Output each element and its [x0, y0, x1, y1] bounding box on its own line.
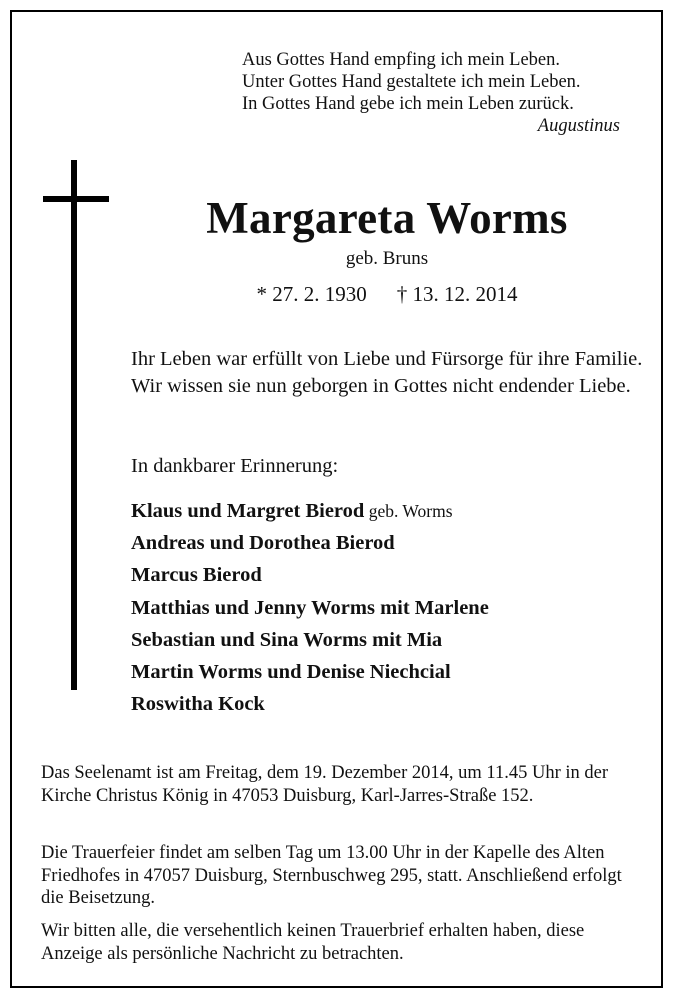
mourner-name: Andreas und Dorothea Bierod: [131, 532, 395, 555]
mourner-name: Klaus und Margret Bierod: [131, 500, 365, 522]
funeral-notice: Die Trauerfeier findet am selben Tag um 13.00 Uhr in der Kapelle des Alten Friedhofes in 47057 Duisburg, Sternbuschweg 295, statt. Anschließend erfolgt die Beisetzung.: [41, 843, 622, 908]
mourner-name: Matthias und Jenny Worms mit Marlene: [131, 596, 489, 619]
mourner-entry: [131, 529, 651, 561]
life-dates: [130, 281, 644, 307]
mourner-note: geb. Worms: [364, 501, 453, 521]
mourner-entry: [131, 594, 651, 626]
poem: [242, 49, 642, 137]
deceased-name: Margareta Worms: [206, 193, 568, 243]
mourner-entry: [131, 658, 651, 690]
birth-name: geb. Bruns: [345, 248, 429, 269]
mourner-entry: [131, 561, 651, 593]
mourner-entry: [131, 497, 651, 529]
death-date: † 13. 12. 2014: [396, 282, 518, 306]
mourner-list: [131, 497, 651, 722]
mourner-entry: [131, 690, 651, 722]
poem-line: In Gottes Hand gebe ich mein Leben zurück.: [242, 94, 574, 114]
cross-icon: [43, 160, 109, 690]
poem-line: Unter Gottes Hand gestaltete ich mein Leben.: [242, 72, 581, 92]
requiem-notice: Das Seelenamt ist am Freitag, dem 19. Dezember 2014, um 11.45 Uhr in der Kirche Christus König in 47053 Duisburg, Karl-Jarres-Straße 152.: [41, 763, 609, 806]
mourner-name: Sebastian und Sina Worms mit Mia: [131, 628, 443, 651]
mourner-name: Marcus Bierod: [131, 564, 262, 587]
remembrance-intro: In dankbarer Erinnerung:: [131, 455, 339, 477]
tribute-text: Ihr Leben war erfüllt von Liebe und Fürsorge für ihre Familie. Wir wissen sie nun geborgen in Gottes nicht endender Liebe.: [131, 348, 643, 397]
mourner-name: Roswitha Kock: [131, 693, 265, 716]
mourner-entry: [131, 626, 651, 658]
poem-author: Augustinus: [537, 116, 620, 136]
mourner-name: Martin Worms und Denise Niechcial: [131, 660, 451, 683]
poem-line: Aus Gottes Hand empfing ich mein Leben.: [242, 50, 561, 70]
personal-message-notice: Wir bitten alle, die versehentlich keinen Trauerbrief erhalten haben, diese Anzeige als persönliche Nachricht zu betrachten.: [41, 921, 585, 964]
birth-date: * 27. 2. 1930: [256, 282, 367, 306]
